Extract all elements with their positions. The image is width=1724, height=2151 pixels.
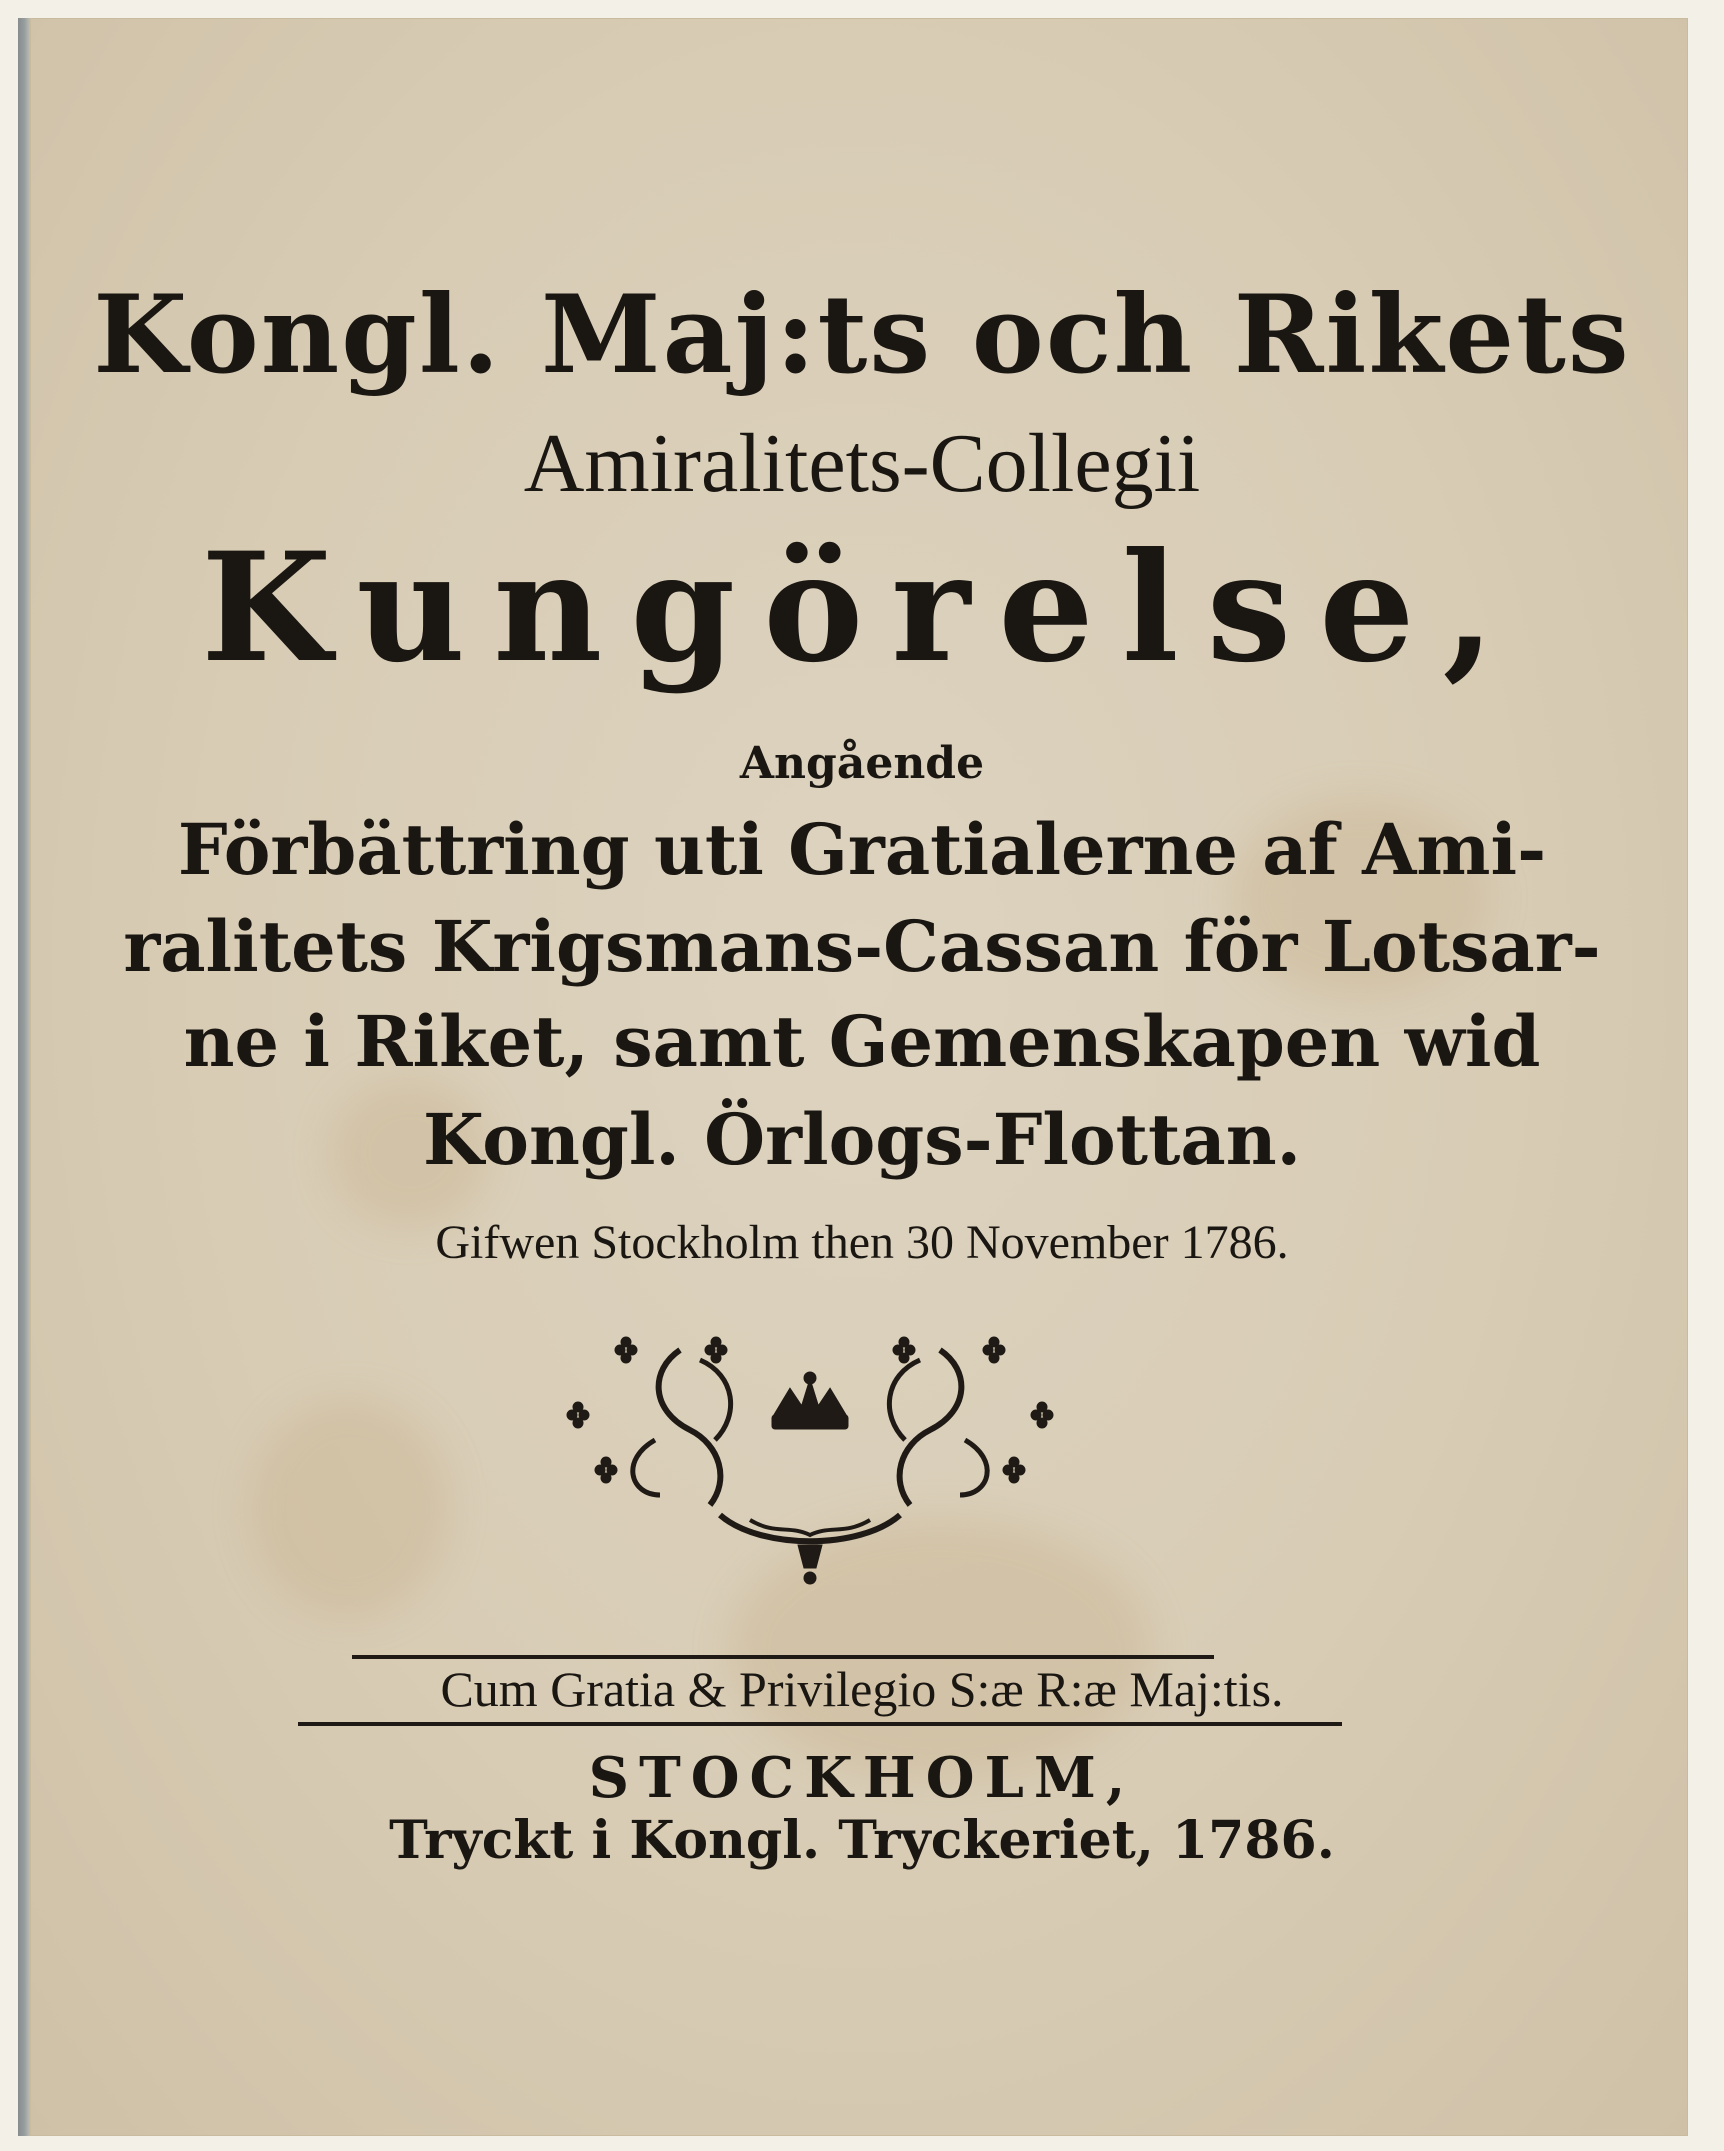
title-line-1: Kongl. Maj:ts och Rikets (93, 272, 1631, 398)
subject-line-4: Kongl. Örlogs-Flottan. (423, 1098, 1301, 1181)
title-line-2: Amiralitets-Collegii (523, 417, 1201, 510)
bottom-rule (298, 1722, 1342, 1726)
date-line: Gifwen Stockholm then 30 November 1786. (435, 1216, 1289, 1269)
subject-line-1: Förbättring uti Gratialerne af Ami- (177, 808, 1547, 891)
printer-line: Tryckt i Kongl. Tryckeriet, 1786. (389, 1810, 1335, 1871)
subject-line-2: ralitets Krigsmans-Cassan för Lotsar- (123, 905, 1601, 988)
crown-ornament-icon (560, 1320, 1060, 1590)
title-line-3: Kungörelse, (201, 520, 1523, 696)
angaende-label: Angående (739, 738, 985, 789)
privilege-line: Cum Gratia & Privilegio S:æ R:æ Maj:tis. (440, 1661, 1284, 1717)
paper-stain (250, 1398, 450, 1618)
subject-line-3: ne i Riket, samt Gemenskapen wid (183, 1000, 1541, 1083)
city-line: STOCKHOLM, (588, 1745, 1136, 1811)
top-rule (352, 1655, 1214, 1659)
